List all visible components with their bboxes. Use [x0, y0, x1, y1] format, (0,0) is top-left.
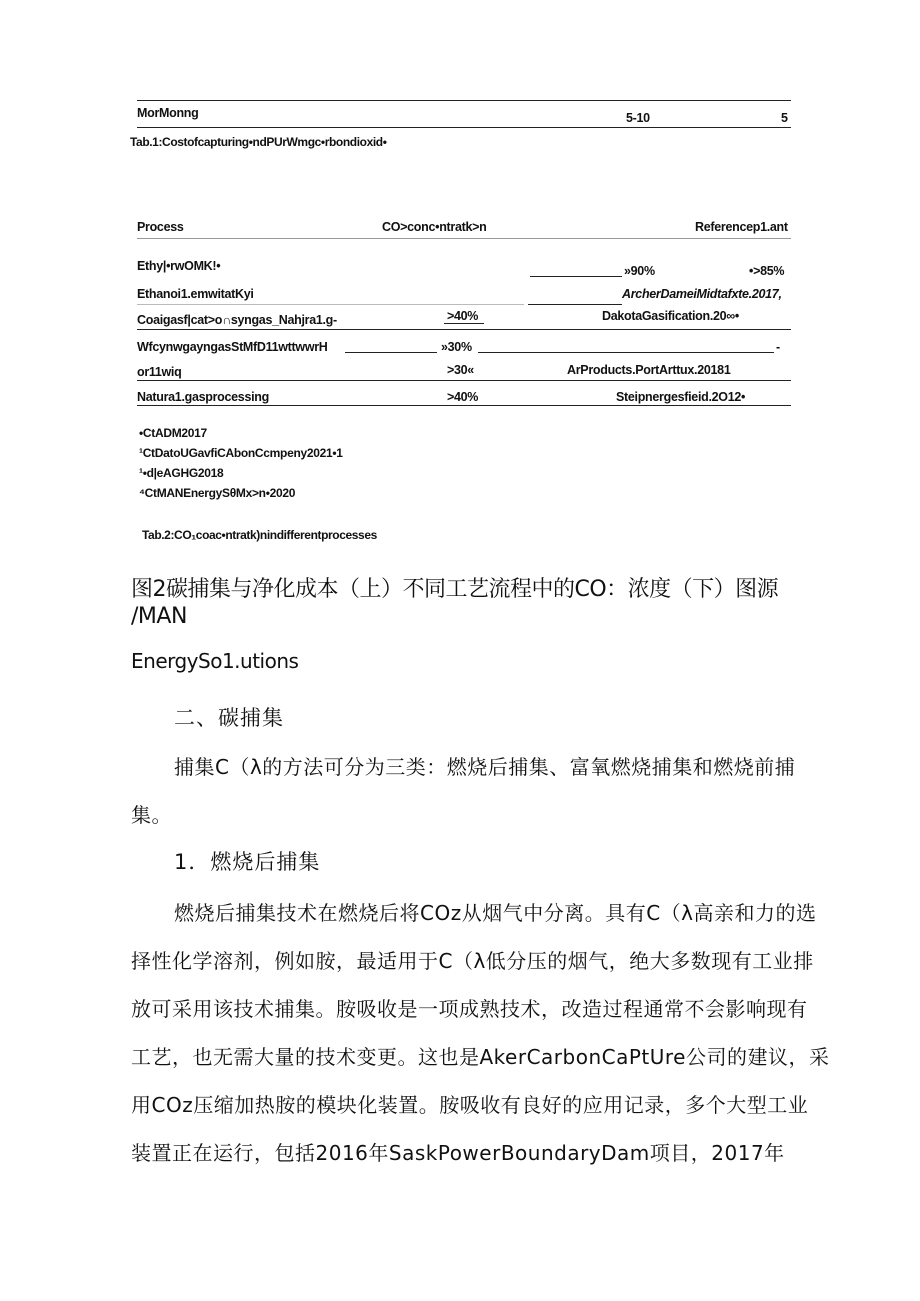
- table2-row-conc: >30«: [447, 363, 474, 377]
- table2-fill-line: [530, 276, 622, 277]
- table1-top-rule: [137, 100, 791, 101]
- table2-row-process: Ethanoi1.emwitatKyi: [137, 287, 254, 301]
- table2-row-ref: Steipnergesfieid.2O12•: [616, 390, 746, 404]
- table2-row-ref: ArcherDameiMidtafxte.2017,: [622, 287, 782, 301]
- table2-header-rule: [137, 238, 791, 239]
- table1-row-name: MorMonng: [137, 106, 199, 120]
- table2-bottom-rule: [137, 405, 791, 406]
- table2-row-conc: »30%: [441, 340, 472, 354]
- table2-row-conc: >40%: [447, 390, 479, 404]
- table2-row-process: WfcynwgayngasStMfD11wttwwrH: [137, 340, 328, 354]
- table2-note: ¹CtDatoUGavfiCAbonCcmpeny2021•1: [139, 446, 343, 460]
- table2-row-process: or11wiq: [137, 365, 182, 379]
- table2-row-conc: >40%: [447, 309, 479, 323]
- intro-paragraph-line: 集。: [131, 803, 172, 827]
- table2-fill-line: [528, 304, 622, 305]
- table2-header-ref: Referencep1.ant: [695, 220, 788, 234]
- table1-caption: Tab.1:Costofcapturing•ndPUrWmgc•rbondioxid•: [130, 135, 387, 149]
- figure-caption-line2: /MAN: [131, 604, 187, 629]
- table1-row-range: 5-10: [626, 111, 650, 125]
- table2-row-rule: [137, 329, 791, 330]
- table2-row-process: Ethy|•rwOMK!•: [137, 259, 221, 273]
- table2-header-conc: CO>conc•ntratk>n: [382, 220, 487, 234]
- table2-fill-line: [478, 352, 774, 353]
- body-paragraph-line: 择性化学溶剂，例如胺，最适用于C（λ低分压的烟气，绝大多数现有工业排: [131, 949, 814, 973]
- body-paragraph-line: 工艺，也无需大量的技术变更。这也是AkerCarbonCaPtUre公司的建议，采: [131, 1045, 830, 1069]
- table2-row-rule: [137, 380, 791, 381]
- subsection-heading: 1．燃烧后捕集: [174, 850, 321, 874]
- table2-fill-line: [345, 352, 437, 353]
- table2-note: •CtADM2017: [139, 426, 207, 440]
- body-paragraph-line: 装置正在运行，包括2016年SaskPowerBoundaryDam项目，2017年: [131, 1141, 785, 1165]
- section-heading: 二、碳捕集: [174, 706, 284, 730]
- table2-header-process: Process: [137, 220, 184, 234]
- table2-row-ref: ArProducts.PortArttux.20181: [567, 363, 731, 377]
- table1-row-ref: 5: [781, 111, 788, 125]
- table2-row-rule: [137, 304, 524, 305]
- table2-caption: Tab.2:CO₁coac•ntratk)nindifferentprocesses: [142, 528, 377, 542]
- intro-paragraph-line: 捕集C（λ的方法可分为三类：燃烧后捕集、富氧燃烧捕集和燃烧前捕: [174, 755, 796, 779]
- table2-row-conc: »90%: [624, 264, 655, 278]
- table2-row-process: Natura1.gasprocessing: [137, 390, 269, 404]
- table2-fill-line: [444, 323, 484, 324]
- table2-row-ref: DakotaGasification.20∞•: [602, 309, 739, 323]
- table1-bottom-rule: [137, 127, 791, 128]
- body-paragraph-line: 用COz压缩加热胺的模块化装置。胺吸收有良好的应用记录，多个大型工业: [131, 1093, 809, 1117]
- table2-row-ref: -: [776, 340, 780, 354]
- table2-row-process: Coaigasf|cat>o∩syngas_Nahjra1.g-: [137, 313, 337, 327]
- figure-caption-line1: 图2碳捕集与净化成本（上）不同工艺流程中的CO：浓度（下）图源: [131, 577, 779, 602]
- table2-note: ¹•d|eAGHG2018: [139, 466, 224, 480]
- body-paragraph-line: 放可采用该技术捕集。胺吸收是一项成熟技术，改造过程通常不会影响现有: [131, 997, 808, 1021]
- table2-note: ⁴CtMANEnergySθMx>n•2020: [139, 486, 296, 500]
- figure-caption-line3: EnergySo1.utions: [131, 649, 299, 673]
- table2-row-ref: •>85%: [749, 264, 785, 278]
- body-paragraph-line: 燃烧后捕集技术在燃烧后将COz从烟气中分离。具有C（λ高亲和力的选: [174, 901, 817, 925]
